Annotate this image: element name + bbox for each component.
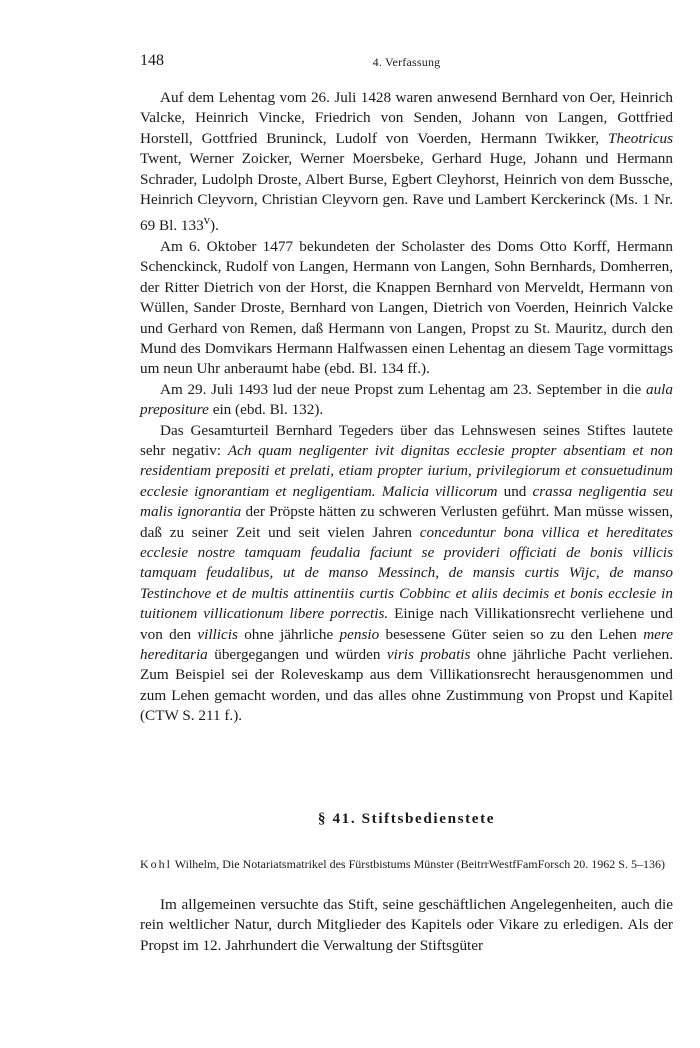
- text-run: Einige nach Villikationsrecht verliehene und von den: [140, 605, 673, 643]
- latin-quote: viris probatis: [386, 646, 471, 664]
- paragraph-gesamturteil: [140, 421, 673, 727]
- latin-quote: mere hereditaria: [140, 625, 673, 664]
- text-run: Das Gesamturteil Bernhard Tegeders über das Lehnswesen seines Stiftes lautete sehr negativ:: [140, 421, 673, 459]
- body-text: [140, 88, 673, 727]
- section-41: [140, 810, 673, 956]
- latin-quote: Theotricus: [608, 129, 673, 147]
- latin-quote: crassa negligentia seu malis ignorantia: [140, 482, 674, 521]
- paragraph-lehentag-1477: [140, 237, 673, 380]
- text-run: und: [497, 482, 533, 500]
- latin-quote: conceduntur bona villica et hereditates ecclesie nostre tamquam feudalia faciunt se provideri officiati de bonis villicis tamquam feudalibus, ut de manso Messinch, de mansis curtis Wijc, de manso Testinchove et de multis attinentiis curtis Cobbinc et aliis decimis et bonis ecclesie in tuitionem villicationum libere porrectis.: [140, 523, 673, 623]
- bibliography-author: Kohl: [140, 857, 172, 871]
- latin-quote: pensio: [339, 625, 380, 643]
- text-run: der Pröpste hätten zu schweren Verlusten geführt. Man müsse wissen, daß zu seiner Zeit und seit vielen Jahren: [140, 503, 673, 541]
- text-run: ohne jährliche Pacht verliehen. Zum Beispiel sei der Roleveskamp aus dem Villikationsrecht herausgenommen und zum Lehen gemacht worden, und das alles ohne Zustimmung von Propst und Kapitel (CTW S. 211 f.).: [140, 646, 673, 725]
- section-heading: § 41. Stiftsbedienstete: [317, 810, 496, 827]
- page-number: 148: [140, 52, 164, 69]
- section-body: [140, 895, 673, 956]
- latin-quote: aula prepositure: [140, 380, 673, 419]
- text-run: Am 6. Oktober 1477 bekundeten der Scholaster des Doms Otto Korff, Hermann Schenckinck, Rudolf von Langen, Hermann von Langen, Sohn Bernhards, Domherren, der Ritter Dietrich von der Horst, die Knappen Bernhard von Merveldt, Hermann von Wüllen, Sander Droste, Bernhard von Langen, Dietrich von Voerden, Heinrich Valcke und Gerhard von Remen, daß Hermann von Langen, Propst zu St. Mauritz, durch den Mund des Domvikars Hermann Halfwassen einen Lehentag an diesem Tage vormittags um neun Uhr anberaumt habe (ebd. Bl. 134 ff.).: [140, 237, 673, 378]
- text-run: ein (ebd. Bl. 132).: [208, 401, 324, 419]
- bibliography-text: Wilhelm, Die Notariatsmatrikel des Fürstbistums Münster (BeitrrWestfFamForsch 20. 1962 S. 5–136): [172, 857, 665, 871]
- text-run: ohne jährliche: [237, 625, 340, 643]
- text-run: übergegangen und würden: [207, 646, 387, 664]
- text-run: besessene Güter seien so zu den Lehen: [379, 625, 644, 643]
- page-header: [140, 52, 673, 72]
- text-run: Am 29. Juli 1493 lud der neue Propst zum Lehentag am 23. September in die: [160, 380, 646, 398]
- bibliography-entry: [140, 856, 673, 873]
- latin-quote: Ach quam negligenter ivit dignitas ecclesie propter absentiam et non residentiam prepositi et prelati, etiam propter iurium, privilegiorum et consuetudinum ecclesie ignorantiam et negligentiam. Malicia villicorum: [140, 441, 673, 500]
- text-run: Twent, Werner Zoicker, Werner Moersbeke, Gerhard Huge, Johann und Hermann Schrader, Ludolph Droste, Albert Burse, Egbert Cleyhorst, Heinrich von dem Bussche, Heinrich Cleyvorn, Christian Cleyvorn gen. Rave und Lambert Kerckerinck (Ms. 1 Nr. 69 Bl. 133: [140, 150, 673, 235]
- paragraph-lehentag-1493: [140, 380, 673, 421]
- text-run: Auf dem Lehentag vom 26. Juli 1428 waren anwesend Bernhard von Oer, Heinrich Valcke, Heinrich Vincke, Friedrich von Senden, Johann von Langen, Gottfried Horstell, Gottfried Bruninck, Ludolf von Voerden, Hermann Twikker,: [140, 89, 673, 147]
- section-paragraph: Im allgemeinen versuchte das Stift, seine geschäftlichen Angelegenheiten, auch die rein weltlicher Natur, durch Mitglieder des Kapitels oder Vikare zu erledigen. Als der Propst im 12. Jahrhundert die Verwaltung der Stiftsgüter: [140, 896, 673, 954]
- superscript: v: [203, 213, 211, 228]
- text-run: ).: [210, 217, 219, 235]
- running-head: 4. Verfassung: [372, 55, 441, 69]
- latin-quote: villicis: [197, 625, 238, 643]
- paragraph-lehentag-1428: [140, 88, 673, 237]
